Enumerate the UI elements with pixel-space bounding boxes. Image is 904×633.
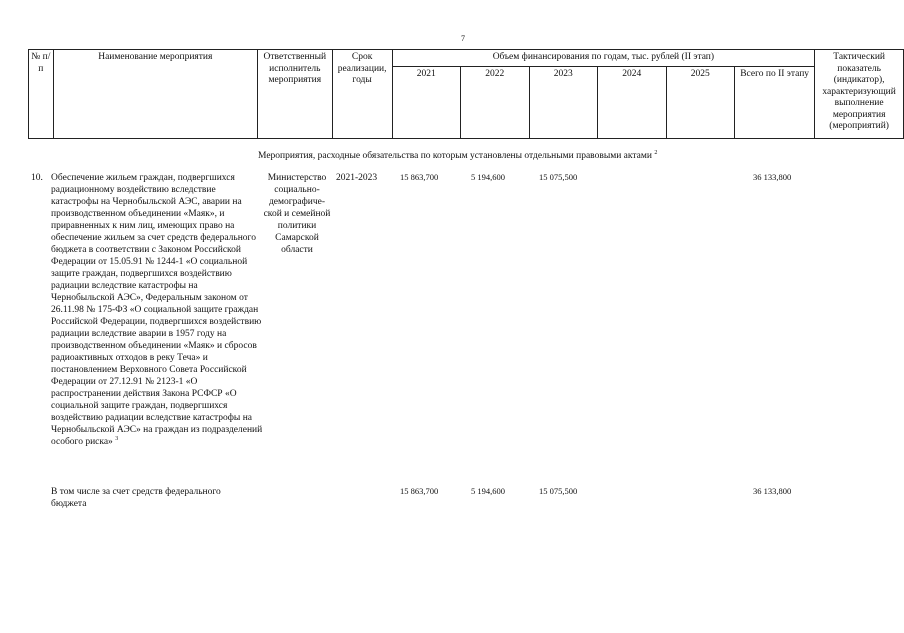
- subrow-name: В том числе за счет средств федерального бюджета: [51, 487, 221, 510]
- row-name: [51, 172, 263, 449]
- subrow-value-2023: 15 075,500: [539, 486, 578, 496]
- header-year-2022: 2022: [461, 66, 530, 138]
- subrow-total: 36 133,800: [753, 486, 792, 496]
- financing-table-header: [28, 49, 904, 139]
- header-num: № п/п: [29, 50, 54, 139]
- header-indicator: Тактический показатель (индикатор), характеризующий выполнение мероприятия (мероприятий): [815, 50, 904, 139]
- header-responsible: Ответственный исполнитель мероприятия: [257, 50, 332, 139]
- row-value-2022: 5 194,600: [471, 172, 505, 182]
- row-term: 2021-2023: [336, 173, 378, 183]
- subrow-value-2022: 5 194,600: [471, 486, 505, 496]
- header-total: Всего по II этапу: [735, 66, 815, 138]
- row-responsible: Министерство социально-демографиче-ской и семейной политики Самарской области: [263, 173, 331, 256]
- header-year-2023: 2023: [529, 66, 598, 138]
- header-year-2021: 2021: [392, 66, 461, 138]
- header-name: Наименование мероприятия: [53, 50, 257, 139]
- header-financing: Объем финансирования по годам, тыс. рублей (II этап): [392, 50, 815, 67]
- row-name-text: Обеспечение жильем граждан, подвергшихся радиационному воздействию вследствие катастрофы на Чернобыльской АЭС, аварии на производственном объединении «Маяк», и приравненных к ним лиц, имеющих право на обеспечение жильем за счет средств федерального бюджета в соответствии с Законом Российской Федерации от 15.05.91 № 1244-1 «О социальной защите граждан, подвергшихся воздействию радиации вследствие катастрофы на Чернобыльской АЭС», Федеральным законом от 26.11.98 № 175-ФЗ «О социальной защите граждан Российской Федерации, подвергшихся воздействию радиации вследствие аварии в 1957 году на производственном объединении «Маяк» и сбросов радиоактивных отходов в реку Теча» и постановлением Верховного Совета Российской Федерации от 27.12.91 № 2123-1 «О распространении действия Закона РСФСР «О социальной защите граждан, подвергшихся воздействию радиации вследствие катастрофы на Чернобыльской АЭС» на граждан из подразделений особого риска»: [51, 173, 263, 448]
- header-term: Срок реализации, годы: [332, 50, 392, 139]
- section-title-text: Мероприятия, расходные обязательства по которым установлены отдельными правовыми актами: [258, 151, 652, 162]
- row-total: 36 133,800: [753, 172, 792, 182]
- row-value-2023: 15 075,500: [539, 172, 578, 182]
- section-footnote: 2: [654, 150, 658, 156]
- header-year-2025: 2025: [666, 66, 735, 138]
- row-number: 10.: [31, 173, 43, 183]
- section-title: [258, 150, 657, 161]
- row-value-2021: 15 863,700: [400, 172, 439, 182]
- subrow-value-2021: 15 863,700: [400, 486, 439, 496]
- page-number: 7: [461, 34, 465, 43]
- row-name-footnote: 3: [115, 436, 119, 443]
- header-year-2024: 2024: [598, 66, 667, 138]
